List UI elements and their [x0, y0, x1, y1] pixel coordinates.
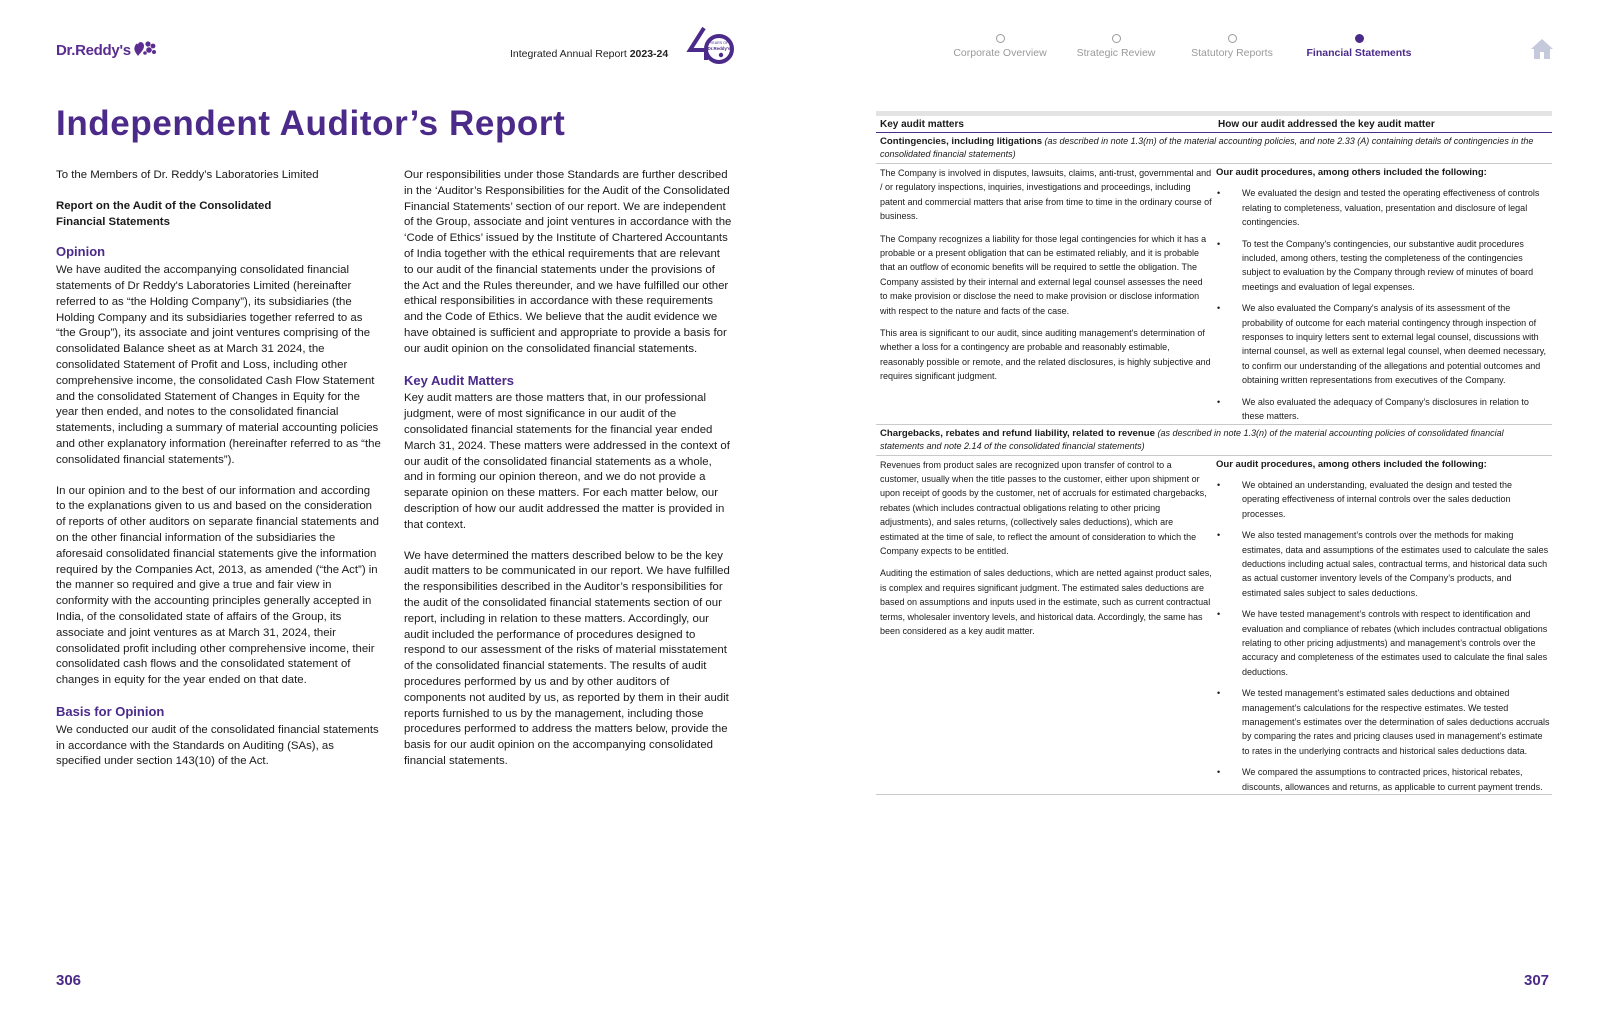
nav-label: Strategic Review: [1076, 47, 1156, 59]
section-nav: [950, 34, 1450, 64]
report-title: [510, 48, 668, 60]
audit-procedure-item: • To test the Company's contingencies, our substantive audit procedures included, among others, testing the completeness of the contingencies subject to evaluation by the Company through review of minutes of board meetings and evaluation of legal expenses.: [1216, 237, 1552, 295]
basis-heading: Basis for Opinion: [56, 703, 165, 719]
column-header-matters: Key audit matters: [880, 119, 964, 130]
report-title-prefix: Integrated Annual Report: [510, 48, 627, 60]
matter-title: Chargebacks, rebates and refund liability, related to revenue: [880, 427, 1155, 439]
page-title: Independent Auditor’s Report: [56, 104, 566, 143]
nav-dot-icon: [1112, 34, 1121, 43]
matter-description: [880, 458, 1216, 795]
kam-paragraph-2: We have determined the matters described below to be the key audit matters to be communicated in our report. We have fulfilled the responsibilities described in the Auditor’s responsibilities for the audit of the consolidated financial statements section of our report, including in relation to these matters. Accordingly, our audit included the performance of procedures designed to respond to our assessment of the risks of material misstatement of the consolidated financial statements. The results of audit procedures performed by us and by other auditors of components not audited by us, as reported by them in their audit reports furnished to us by the management, including those procedures performed to address the matters below, provide the basis for our audit opinion on the accompanying consolidated financial statements.: [404, 549, 730, 767]
audit-response: [1216, 166, 1552, 424]
kam-paragraph-1: Key audit matters are those matters that, in our professional judgment, were of most significance in our audit of the consolidated financial statements for the financial year ended March 31, 2024. These matters were addressed in the context of our audit of the consolidated financial statements as a whole, and in forming our opinion thereon, and we do not provide a separate opinion on these matters. For each matter below, our description of how our audit addressed the matter is provided in that context.: [404, 392, 730, 531]
basis-paragraph: We conducted our audit of the consolidated financial statements in accordance with the Standards on Auditing (SAs), as specified under section 143(10) of the Act.: [56, 723, 379, 768]
badge-years-text: YEARS OF: [709, 41, 729, 45]
page-number-left: 306: [56, 972, 82, 989]
matter-content-row: [876, 456, 1552, 796]
matter-paragraph: The Company is involved in disputes, lawsuits, claims, anti-trust, governmental and / or regulatory inspections, inquiries, investigations and proceedings, including patent and commercial matters that arise from time to time in the ordinary course of business.: [880, 168, 1212, 222]
matter-paragraph: This area is significant to our audit, since auditing management's determination of whether a loss for a contingency are probable and reasonably estimable, reasonably possible or remote, and the related disclosures, is highly subjective and requires significant judgment.: [880, 328, 1211, 382]
nav-dot-icon: [996, 34, 1005, 43]
matter-title: Contingencies, including litigations: [880, 136, 1043, 147]
page-number-right: 307: [1524, 972, 1550, 989]
matter-note: (as described in note 1.3(m) of the material accounting policies, and note 2.33 (A) containing details of contingencies in the consolidated financial statements): [880, 136, 1534, 159]
left-column-2: [404, 168, 732, 785]
nav-label: Corporate Overview: [953, 47, 1047, 59]
brand-logo[interactable]: [56, 40, 156, 60]
badge-brand-text: Dr.Reddy's: [707, 46, 731, 51]
opinion-heading: Opinion: [56, 244, 106, 260]
responsibilities-paragraph: Our responsibilities under those Standards are further described in the ‘Auditor’s Responsibilities for the Audit of the Consolidated Financial Statements’ section of our report. We are independent of the Group, associate and joint ventures in accordance with the ‘Code of Ethics’ issued by the Institute of Chartered Accountants of India together with the ethical requirements that are relevant to our audit of the financial statements under the provisions of the Act and the Rules thereunder, and we have fulfilled our other ethical responsibilities in accordance with these requirements and the Code of Ethics. We believe that the audit evidence we have obtained is sufficient and appropriate to provide a basis for our audit opinion on the consolidated financial statements.: [404, 169, 732, 355]
nav-label: Statutory Reports: [1191, 47, 1273, 59]
audit-procedure-item: • We obtained an understanding, evaluated the design and tested the operating effectiveness of internal controls over the sales deduction processes.: [1216, 478, 1552, 521]
matter-description: [880, 166, 1216, 424]
audit-procedure-item: • We also evaluated the Company's analysis of its assessment of the probability of outcome for each material contingency through inspection of responses to inquiry letters sent to external legal counsel, discussions with internal counsel, as well as external legal counsel, when deemed necessary, to confirm our understanding of the allegations and potential outcomes and obtaining written representations from executives of the Company.: [1216, 301, 1552, 387]
opinion-paragraph-1: We have audited the accompanying consolidated financial statements of Dr Reddy's Laboratories Limited (hereinafter referred to as “the Holding Company”), its subsidiaries (the Holding Company and its subsidiaries together referred to as “the Group”), its associate and joint ventures comprising of the consolidated Balance sheet as at March 31 2024, the consolidated Statement of Profit and Loss, including other comprehensive income, the consolidated Cash Flow Statement and the consolidated Statement of Changes in Equity for the year then ended, and notes to the consolidated financial statements, including a summary of material accounting policies and other explanatory information (hereinafter referred to as “the consolidated financial statements”).: [56, 264, 381, 466]
anniversary-40-badge-icon: [686, 26, 734, 68]
matter-paragraph: The Company recognizes a liability for those legal contingencies for which it has a probable or a present obligation that can be estimated reliably, and it is probable that an outflow of economic benefits will be required to settle the obligation. The Company assisted by their internal and external legal counsel assesses the need to make provision or disclose the need to make provision or disclose information with respect to the nature and facts of the case.: [880, 233, 1207, 316]
matter-title-row: [876, 424, 1552, 456]
salutation: To the Members of Dr. Reddy’s Laboratories Limited: [56, 169, 319, 181]
audit-procedure-item: • We have tested management’s controls with respect to identification and evaluation and compliance of rebates (which includes contractual obligations relating to other pricing adjustments) and management’s controls over the accuracy and completeness of the estimates used to calculate the final sales deductions.: [1216, 607, 1552, 679]
audit-procedure-item: • We also evaluated the adequacy of Company’s disclosures in relation to these matters.: [1216, 395, 1552, 424]
matter-title-row: [876, 133, 1552, 164]
nav-strategic-review[interactable]: [1066, 34, 1166, 59]
nav-dot-icon: [1228, 34, 1237, 43]
table-header-row: [876, 116, 1552, 133]
audit-procedure-item: • We compared the assumptions to contracted prices, historical rebates, discounts, allowances and returns, as applicable to current payment trends.: [1216, 765, 1552, 794]
nav-label: Financial Statements: [1306, 47, 1412, 59]
heart-dots-icon: [134, 40, 156, 60]
column-header-response: How our audit addressed the key audit matter: [1218, 119, 1435, 130]
nav-financial-statements[interactable]: [1304, 34, 1414, 59]
report-year: 2023-24: [629, 48, 669, 60]
audit-response: [1216, 458, 1552, 795]
audit-procedure-item: • We tested management’s estimated sales deductions and obtained management’s calculations for the respective estimates. We tested management’s estimates over the determination of sales deductions accruals by comparing the rates and pricing clauses used in management’s estimate to rates in the underlying contracts and historical sales deductions data.: [1216, 686, 1552, 758]
nav-corporate-overview[interactable]: [950, 34, 1050, 59]
audit-response-heading: Our audit procedures, among others included the following:: [1216, 167, 1487, 178]
nav-dot-icon: [1355, 34, 1364, 43]
kam-heading: Key Audit Matters: [404, 372, 515, 388]
matter-content-row: [876, 164, 1552, 424]
opinion-paragraph-2: In our opinion and to the best of our information and according to the explanations given to us and based on the consideration of reports of other auditors on separate financial statements and on the other financial information of the subsidiaries the aforesaid consolidated financial statements give the information required by the Companies Act, 2013, as amended (“the Act”) in the manner so required and give a true and fair view in conformity with the accounting principles generally accepted in India, of the consolidated state of affairs of the Group, its associate and joint ventures as at March 31, 2024, their consolidated profit including other comprehensive income, their consolidated cash flows and the consolidated statement of changes in equity for the year ended on that date.: [56, 484, 379, 687]
matter-paragraph: Auditing the estimation of sales deductions, which are netted against product sales, is complex and requires significant judgment. The estimated sales deductions are based on assumptions and inputs used in the estimate, such as current contractual terms, wholesaler inventory levels, and historical data. Accordingly, the same has been considered as a key audit matter.: [880, 568, 1212, 636]
audit-procedure-list: [1216, 478, 1552, 794]
key-audit-matters-table: [876, 111, 1552, 795]
audit-procedure-list: [1216, 186, 1552, 423]
matter-note: (as described in note 1.3(n) of the material accounting policies of consolidated financial statements and note 2.14 of the consolidated financial statements): [880, 427, 1504, 451]
audit-procedure-item: • We also tested management’s controls over the methods for making estimates, data and assumptions of the estimates used to calculate the sales deductions including actual sales, contractual terms, and historical data such as actual customer inventory levels of the Company’s products, and estimated sales subject to sales deductions.: [1216, 528, 1552, 600]
report-subheading: Report on the Audit of the Consolidated Financial Statements: [56, 199, 272, 228]
audit-procedure-item: • We evaluated the design and tested the operating effectiveness of controls relating to completeness, valuation, presentation and disclosure of legal contingencies.: [1216, 186, 1552, 229]
home-icon[interactable]: [1530, 38, 1554, 60]
matter-paragraph: Revenues from product sales are recognized upon transfer of control to a customer, usually when the title passes to the customer, either upon shipment or upon receipt of goods by the customer, net of accruals for estimated chargebacks, rebates (which includes contractual obligations relating to other pricing adjustments), and sales returns, (collectively sales deductions), which are estimated at the time of sale, to reflect the amount of consideration to which the Company expects to be entitled.: [880, 459, 1207, 556]
audit-response-heading: Our audit procedures, among others included the following:: [1216, 458, 1487, 470]
brand-name: Dr.Reddy's: [56, 41, 131, 59]
left-column-1: [56, 168, 382, 785]
nav-statutory-reports[interactable]: [1182, 34, 1282, 59]
